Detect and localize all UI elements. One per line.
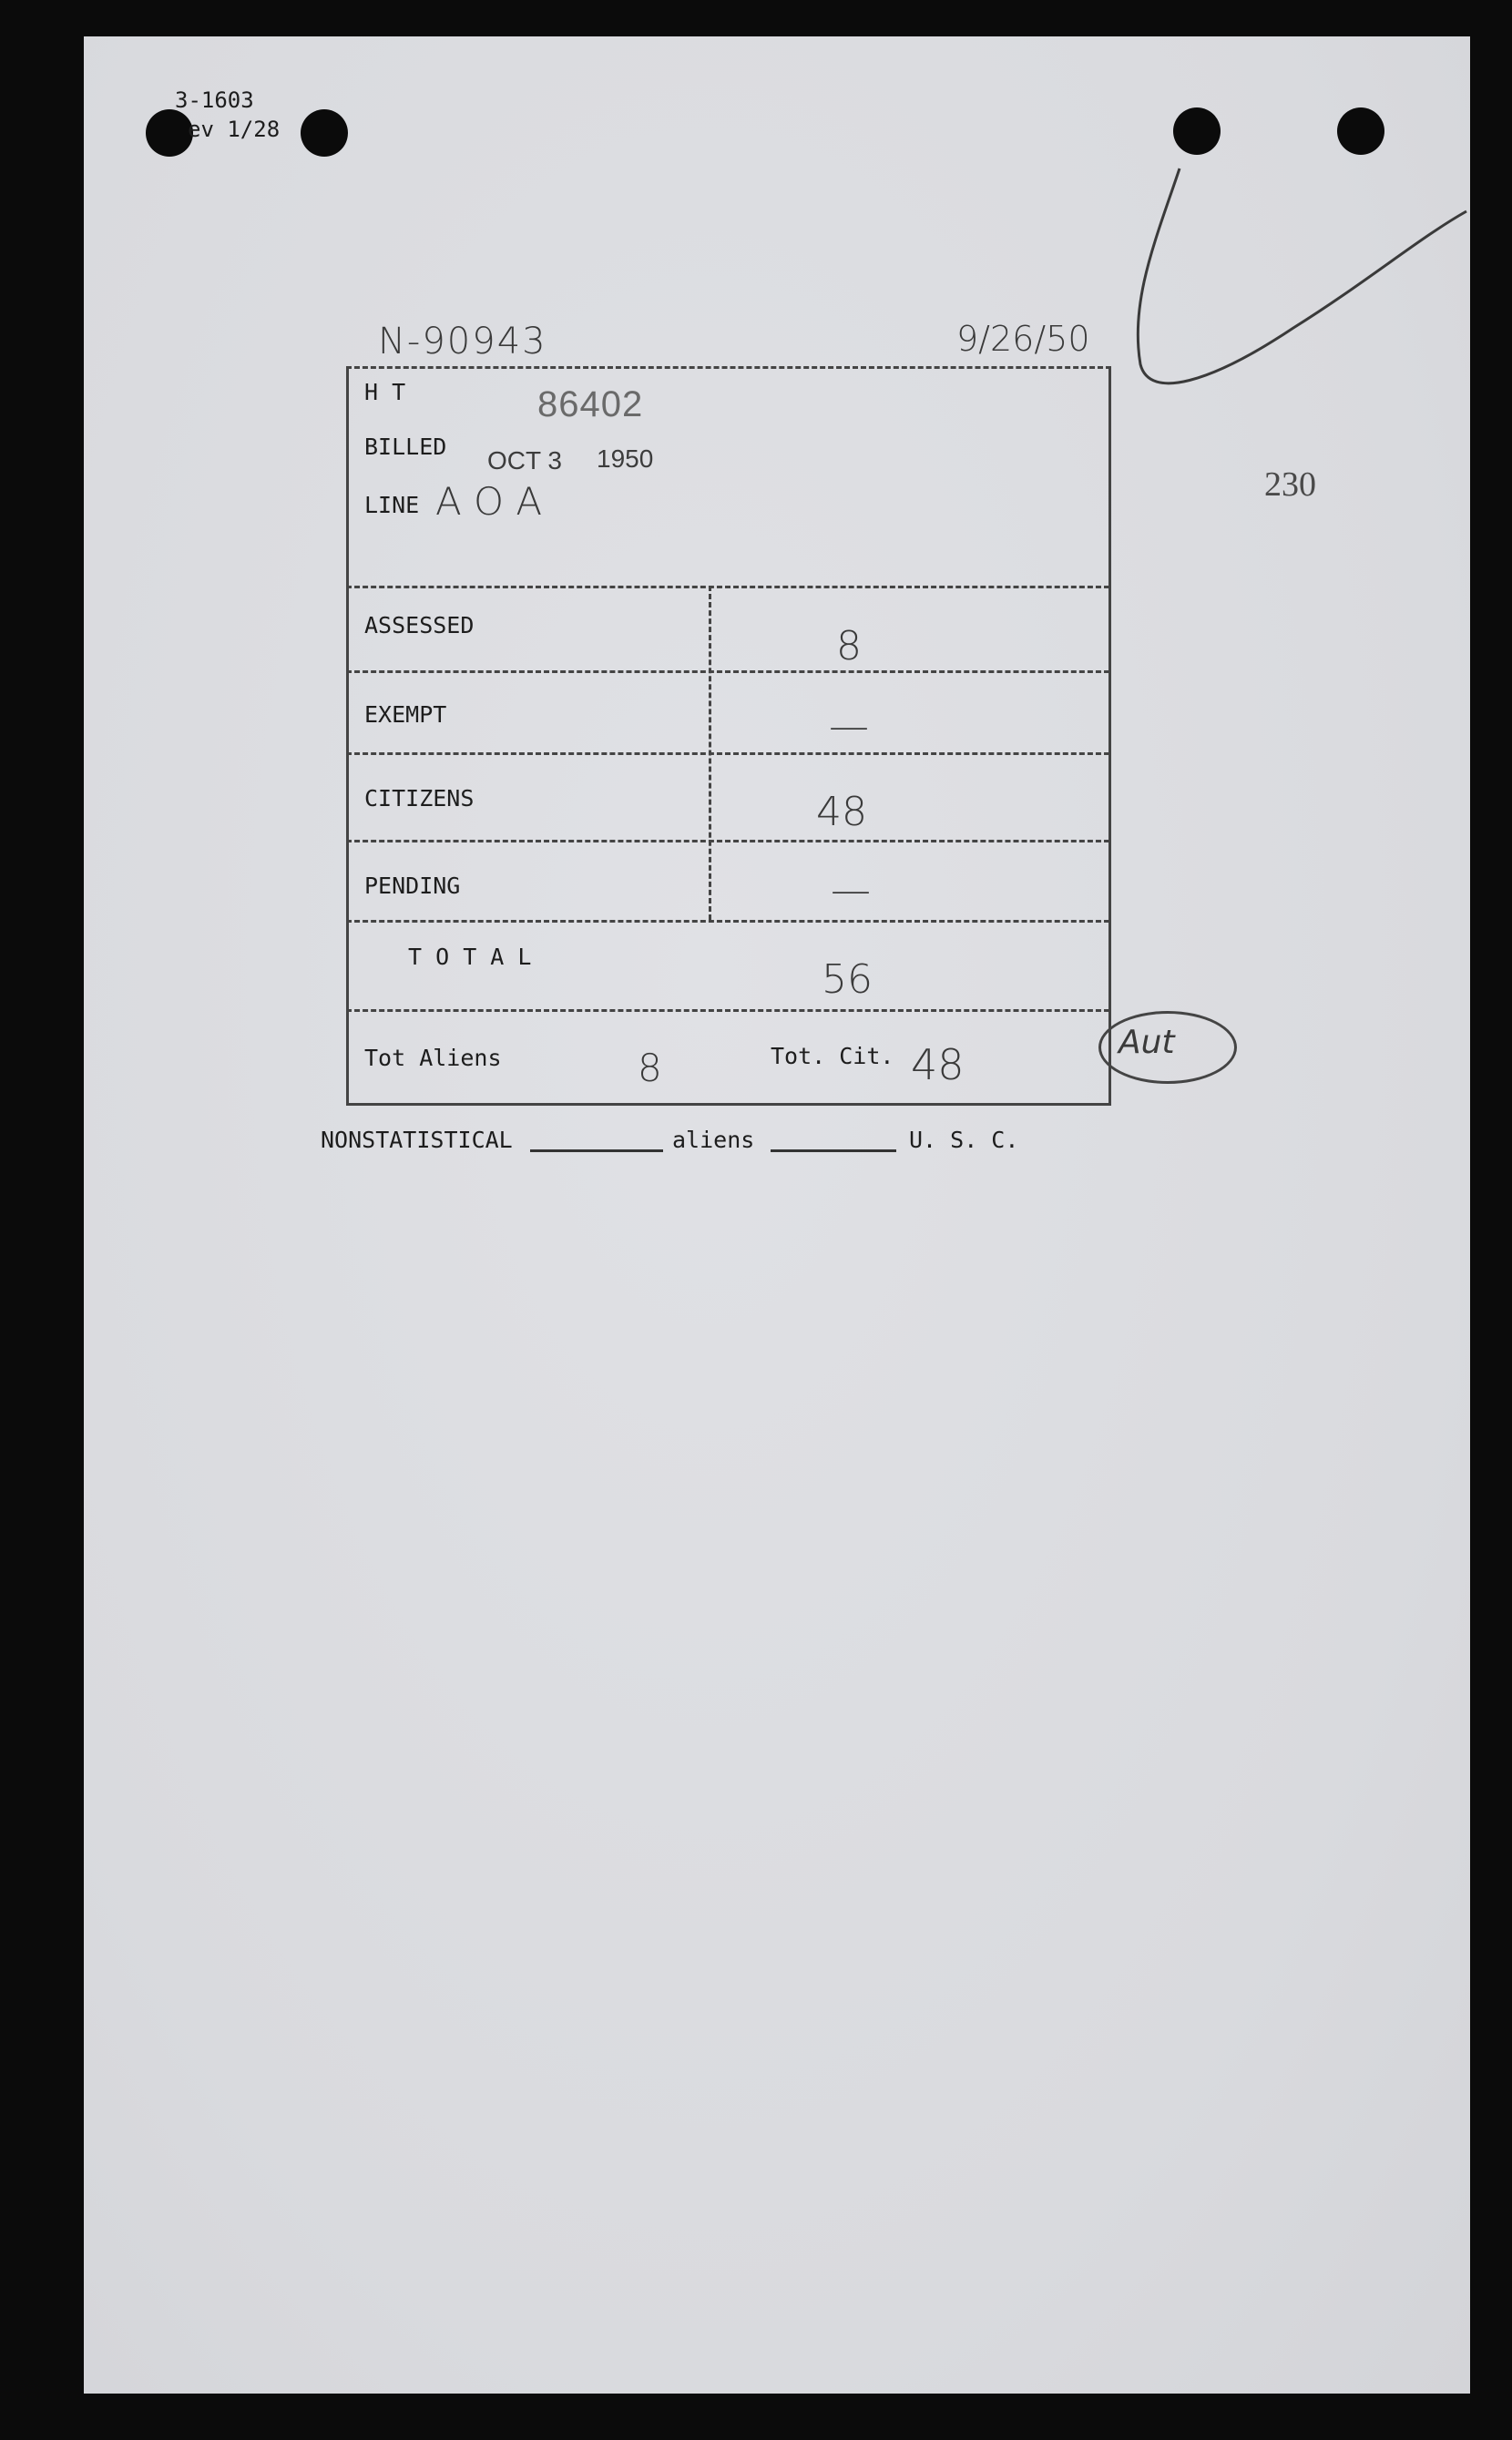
row-value-citizens: 48 bbox=[816, 789, 867, 835]
form-revision: ev 1/28 bbox=[188, 117, 281, 142]
tot-aliens-value: 8 bbox=[638, 1046, 662, 1090]
row-divider-3 bbox=[346, 752, 1109, 755]
box-top-border bbox=[346, 366, 1111, 369]
row-divider-6 bbox=[346, 1009, 1109, 1012]
column-divider bbox=[709, 586, 711, 920]
line-value: AOA bbox=[435, 479, 556, 524]
aliens-label: aliens bbox=[672, 1127, 755, 1153]
nonstatistical-blank bbox=[530, 1149, 663, 1152]
tot-cit-label: Tot. Cit. bbox=[771, 1043, 894, 1069]
row-divider-5 bbox=[346, 920, 1109, 923]
row-divider-2 bbox=[346, 670, 1109, 673]
page-number: 230 bbox=[1264, 465, 1316, 504]
form-number: 3-1603 bbox=[175, 87, 254, 113]
row-divider-4 bbox=[346, 840, 1109, 842]
usc-label: U. S. C. bbox=[909, 1127, 1019, 1153]
nonstatistical-label: NONSTATISTICAL bbox=[321, 1127, 513, 1153]
tot-aliens-label: Tot Aliens bbox=[364, 1045, 502, 1071]
row-value-exempt: — bbox=[829, 703, 869, 750]
row-value-assessed: 8 bbox=[836, 623, 862, 669]
row-label-pending: PENDING bbox=[364, 873, 461, 899]
box-right-border bbox=[1108, 366, 1111, 1106]
pen-stroke bbox=[0, 0, 1512, 455]
initials: Aut bbox=[1119, 1024, 1175, 1061]
row-label-assessed: ASSESSED bbox=[364, 612, 475, 638]
aliens-blank bbox=[771, 1149, 896, 1152]
row-divider-1 bbox=[346, 586, 1109, 588]
tot-cit-value: 48 bbox=[911, 1040, 965, 1089]
row-label-citizens: CITIZENS bbox=[364, 785, 475, 812]
line-label: LINE bbox=[364, 492, 420, 518]
ht-label: H T bbox=[364, 379, 406, 405]
header-date: 9/26/50 bbox=[956, 319, 1090, 359]
billed-label: BILLED bbox=[364, 434, 447, 460]
total-label: T O T A L bbox=[408, 944, 532, 970]
file-number: N-90943 bbox=[378, 321, 547, 362]
ht-value: 86402 bbox=[537, 384, 644, 424]
billed-year: 1950 bbox=[597, 444, 654, 473]
row-value-pending: — bbox=[831, 867, 871, 914]
row-label-exempt: EXEMPT bbox=[364, 701, 447, 728]
box-left-border bbox=[346, 366, 349, 1106]
box-bottom-border bbox=[346, 1103, 1111, 1106]
total-value: 56 bbox=[822, 956, 873, 1003]
billed-month-day: OCT 3 bbox=[487, 446, 562, 475]
